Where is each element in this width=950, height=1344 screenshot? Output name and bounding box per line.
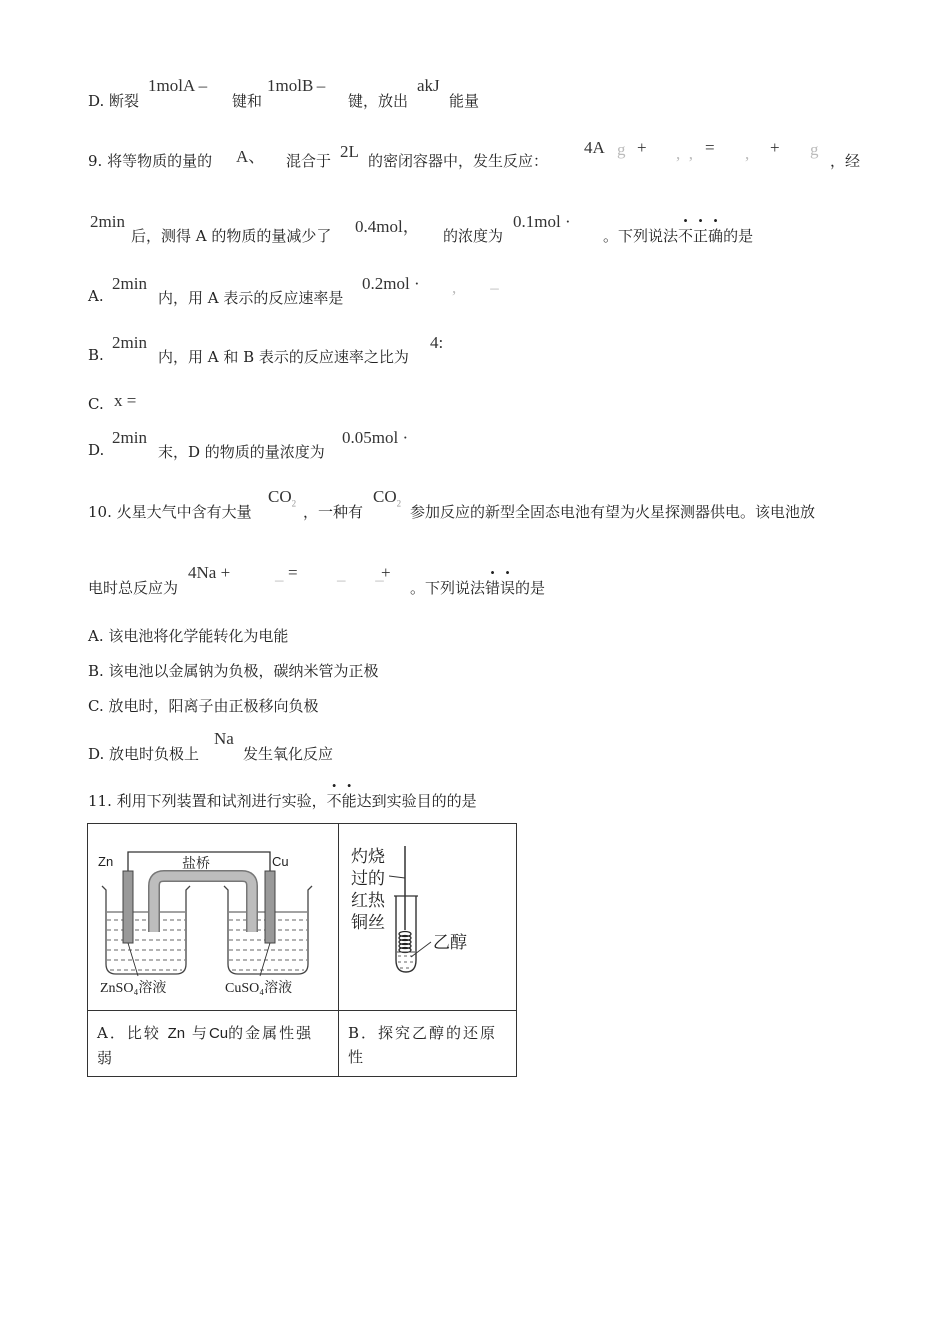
equation: –	[275, 570, 284, 589]
formula: A、	[236, 147, 266, 166]
equation: g	[810, 140, 819, 159]
q9-option-d-label: D.	[88, 441, 105, 459]
q9-stem: 后，测得 A 的物质的量减少了	[131, 227, 332, 245]
q10-stem: 参加反应的新型全固态电池有望为火星探测器供电。该电池放	[410, 503, 816, 521]
q8-text: 键，放出	[348, 92, 409, 110]
q9-stem: ，经	[830, 152, 861, 170]
q9-option-a-label: A.	[88, 287, 104, 305]
ethanol-label: 乙醇	[433, 933, 467, 953]
q9-option-a: 内，用 A 表示的反应速率是	[158, 289, 344, 307]
equation: 4A	[584, 138, 605, 157]
formula: 0.1mol ·	[513, 212, 571, 231]
equation: – –	[337, 570, 384, 589]
caption-b: B．探究乙醇的还原 性	[339, 1011, 517, 1077]
q10-question: 。下列说法错误的是	[410, 579, 546, 597]
equation: =	[705, 138, 715, 157]
galvanic-cell-diagram	[88, 824, 338, 1006]
formula: 2min	[90, 212, 125, 231]
q10-option-a: A. 该电池将化学能转化为电能	[88, 627, 289, 645]
equation: +	[381, 563, 391, 582]
cu-label: Cu	[272, 854, 289, 869]
wire-label-2: 过的	[351, 869, 385, 889]
q10-option-c: C. 放电时，阳离子由正极移向负极	[88, 697, 319, 715]
q11-stem: 11. 利用下列装置和试剂进行实验，不能达到实验目的的是	[88, 792, 477, 810]
q10-option-b: B. 该电池以金属钠为负极，碳纳米管为正极	[88, 662, 379, 680]
formula: x =	[114, 391, 137, 410]
formula: 2min	[112, 333, 147, 352]
caption-a: A．比较 Zn 与Cu的金属性强 弱	[88, 1011, 339, 1077]
q9-stem: 混合于	[286, 152, 332, 170]
q9-option-b: 内，用 A 和 B 表示的反应速率之比为	[158, 348, 409, 366]
q9-question: 。下列说法不正确的是	[603, 227, 754, 245]
equation: 4Na +	[188, 563, 231, 582]
q9-stem: 9. 将等物质的量的	[88, 152, 213, 170]
experiment-table	[87, 823, 517, 1077]
q10-stem: 电时总反应为	[88, 579, 179, 597]
formula: 2L	[340, 142, 359, 161]
formula: 0.05mol ·	[342, 428, 409, 447]
equation: +	[637, 138, 647, 157]
formula: 1molB –	[267, 76, 326, 95]
formula: , –	[452, 278, 499, 297]
zn-label: Zn	[98, 854, 114, 869]
q8-text: 能量	[449, 92, 480, 110]
q9-stem: 的浓度为	[443, 227, 504, 245]
formula: $CO_2$	[268, 487, 297, 509]
znso4-label: ZnSO₄溶液	[100, 981, 167, 996]
equation: , ,	[676, 144, 693, 163]
q9-option-c-label: C.	[88, 395, 104, 413]
q9-option-d: 末，D 的物质的量浓度为	[158, 443, 325, 461]
ethanol-oxidation-diagram	[339, 824, 516, 1006]
equation: +	[770, 138, 780, 157]
salt-bridge-label: 盐桥	[182, 856, 210, 872]
figure-a-cell	[88, 824, 339, 1011]
formula: 1molA –	[148, 76, 208, 95]
formula: Na	[214, 729, 234, 748]
q9-option-b-label: B.	[88, 346, 104, 364]
q8-option-d: D. 断裂	[88, 92, 140, 110]
formula: 0.2mol ·	[362, 274, 420, 293]
figure-b-cell	[339, 824, 517, 1011]
formula: 4:	[430, 333, 444, 352]
formula: 2min	[112, 428, 147, 447]
formula: akJ	[417, 76, 440, 95]
formula: 2min	[112, 274, 147, 293]
q9-stem: 的密闭容器中，发生反应：	[368, 152, 549, 170]
q10-stem: 10. 火星大气中含有大量	[88, 503, 252, 521]
equation: =	[288, 563, 298, 582]
q10-stem: ，一种有	[303, 503, 364, 521]
wire-label-3: 红热	[351, 891, 385, 911]
equation: g	[617, 140, 626, 159]
q10-option-d: D. 放电时负极上	[88, 745, 200, 763]
cuso4-label: CuSO₄溶液	[225, 981, 293, 996]
formula: 0.4mol，	[355, 217, 420, 236]
q8-text: 键和	[232, 92, 263, 110]
wire-label-1: 灼烧	[351, 847, 385, 867]
formula: $CO_2$	[373, 487, 402, 509]
wire-label-4: 铜丝	[351, 913, 385, 933]
equation: ,	[745, 144, 750, 163]
q10-option-d: 发生氧化反应	[243, 745, 334, 763]
